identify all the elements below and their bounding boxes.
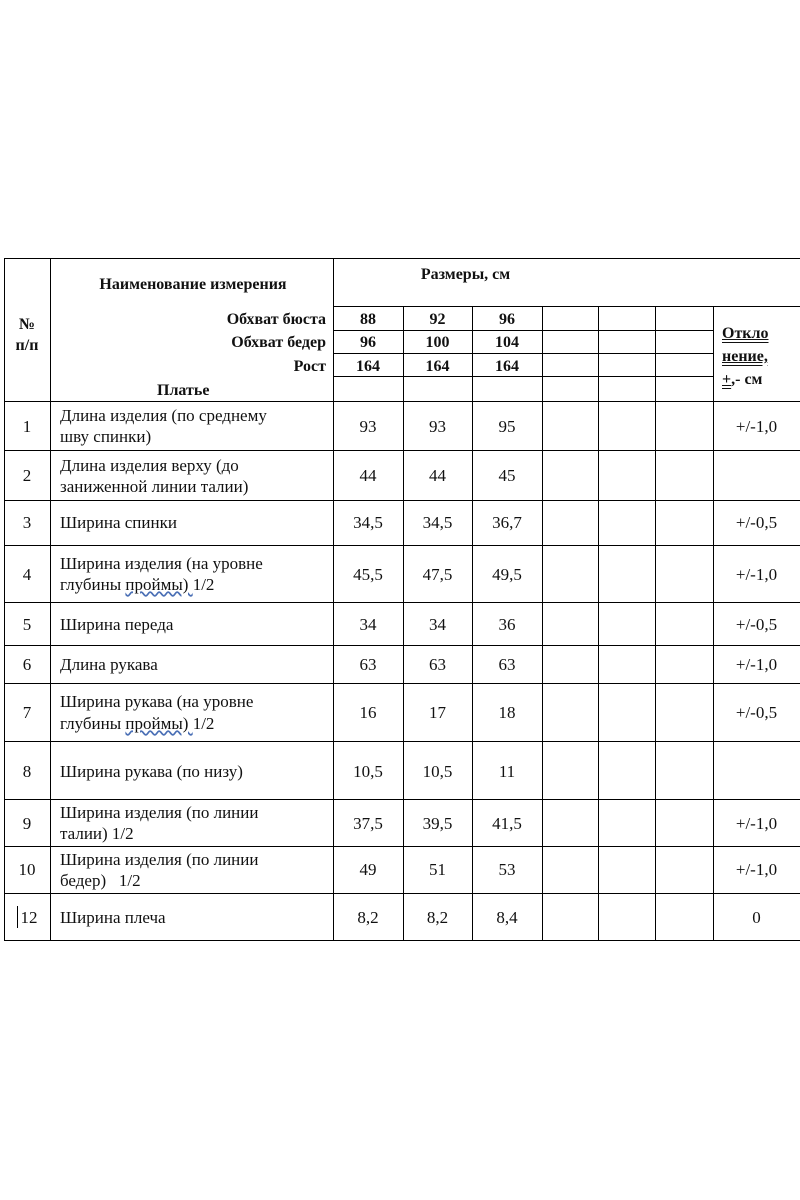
size-value: 11	[498, 762, 516, 781]
bust-row-divider	[333, 330, 713, 331]
deviation-value: +/-1,0	[735, 860, 778, 879]
size-value: 18	[498, 703, 516, 722]
row-divider	[4, 545, 800, 546]
sizes-header: Размеры, см	[420, 266, 511, 283]
row-number: 6	[22, 655, 32, 674]
size-value: 93	[359, 417, 377, 436]
measurement-name: Длина рукава	[60, 655, 158, 674]
table-top-border	[4, 258, 800, 259]
height-label: Рост	[293, 358, 326, 375]
size-value: 41,5	[492, 814, 522, 833]
name-part-underlined: проймы)	[125, 714, 193, 733]
deviation-value: +/-1,0	[735, 565, 778, 584]
hips-row-divider	[333, 353, 713, 354]
deviation-value: +/-0,5	[735, 615, 778, 634]
size-value: 63	[498, 655, 516, 674]
measurement-name: Ширина изделия (по линии бедер) 1/2	[60, 850, 259, 890]
measurement-name: Ширина плеча	[60, 908, 166, 927]
size-value: 36,7	[492, 513, 522, 532]
deviation-value: +/-0,5	[735, 703, 778, 722]
row-number: 3	[22, 513, 32, 532]
row-number: 8	[22, 762, 32, 781]
row-number: 2	[22, 466, 32, 485]
number-column-header: № п/п	[15, 316, 39, 354]
hips-size-3: 104	[495, 334, 519, 351]
size-value: 45,5	[353, 565, 383, 584]
size-value: 34	[429, 615, 446, 634]
hips-size-2: 100	[425, 334, 450, 351]
size-value: 8,2	[357, 908, 379, 927]
bust-size-2: 92	[429, 311, 446, 328]
deviation-value: +/-1,0	[735, 417, 778, 436]
deviation-value: 0	[752, 908, 761, 927]
name-part: 1/2	[192, 714, 215, 733]
deviation-header-line2: нение,	[722, 348, 768, 365]
row-divider	[4, 846, 800, 847]
size-value: 10,5	[353, 762, 383, 781]
row-divider	[4, 602, 800, 603]
size-value: 63	[359, 655, 377, 674]
height-size-3: 164	[495, 358, 519, 375]
size-value: 44	[359, 466, 377, 485]
name-part: глубины	[60, 714, 126, 733]
hips-label: Обхват бедер	[231, 334, 326, 351]
row-divider	[4, 893, 800, 894]
name-part: глубины	[60, 575, 126, 594]
size-value: 53	[498, 860, 516, 879]
height-size-2: 164	[425, 358, 450, 375]
size-value: 34,5	[422, 513, 453, 532]
hips-size-1: 96	[360, 334, 376, 351]
measurement-name-line2	[60, 713, 214, 734]
size-value: 39,5	[422, 814, 453, 833]
row-number: 1	[22, 417, 32, 436]
deviation-value: +/-1,0	[735, 814, 778, 833]
header-bottom-border	[4, 401, 800, 402]
size-value: 37,5	[353, 814, 383, 833]
size-value: 17	[429, 703, 446, 722]
name-part-underlined: проймы)	[125, 575, 193, 594]
deviation-value: +/-0,5	[735, 513, 778, 532]
size-value: 36	[498, 615, 516, 634]
row-number: 4	[22, 565, 32, 584]
size-value: 10,5	[422, 762, 453, 781]
size-value: 8,4	[496, 908, 518, 927]
size-value: 44	[429, 466, 446, 485]
deviation-plus: +	[722, 371, 732, 388]
table-bottom-border	[4, 940, 800, 941]
table-left-border	[4, 258, 5, 940]
col-divider-empty1	[598, 306, 599, 940]
garment-label: Платье	[157, 382, 210, 399]
deviation-header-line1: Откло	[722, 325, 769, 342]
row-divider	[4, 741, 800, 742]
measurement-name: Ширина переда	[60, 615, 174, 634]
measurement-name: Ширина рукава (по низу)	[60, 762, 243, 781]
measurement-name-line1: Ширина изделия (на уровне	[60, 554, 263, 573]
name-part: 1/2	[192, 575, 215, 594]
size-value: 34	[359, 615, 377, 634]
size-value: 45	[498, 466, 516, 485]
row-divider	[4, 450, 800, 451]
row-divider	[4, 799, 800, 800]
row-number: 7	[22, 703, 32, 722]
deviation-header-line3	[722, 369, 762, 390]
height-size-1: 164	[356, 358, 380, 375]
bust-label: Обхват бюста	[226, 311, 326, 328]
col-divider-num	[50, 258, 51, 940]
measurement-name: Ширина спинки	[60, 513, 177, 532]
row-number: 10	[18, 860, 36, 879]
row-number: 9	[22, 814, 32, 833]
size-value: 95	[498, 417, 516, 436]
measurement-name-header: Наименование измерения	[99, 276, 287, 293]
measurement-name: Длина изделия верху (до заниженной линии талии)	[60, 456, 249, 496]
size-value: 47,5	[422, 565, 453, 584]
size-value: 34,5	[353, 513, 383, 532]
size-value: 93	[429, 417, 446, 436]
col-divider-empty2	[655, 306, 656, 940]
deviation-unit: ,- см	[731, 371, 763, 388]
size-value: 8,2	[426, 908, 449, 927]
size-value: 16	[359, 703, 377, 722]
col-divider-size3	[542, 306, 543, 940]
size-value: 49,5	[492, 565, 522, 584]
size-value: 49	[359, 860, 377, 879]
bust-size-1: 88	[360, 311, 376, 328]
measurement-name: Длина изделия (по среднему шву спинки)	[60, 406, 267, 446]
deviation-value: +/-1,0	[735, 655, 778, 674]
size-value: 63	[429, 655, 446, 674]
measurement-name-line1: Ширина рукава (на уровне	[60, 692, 254, 711]
row-number: 12	[20, 908, 38, 927]
measurement-name: Ширина изделия (по линии талии) 1/2	[60, 803, 259, 843]
row-divider	[4, 500, 800, 501]
size-value: 51	[429, 860, 446, 879]
row-number: 5	[22, 615, 32, 634]
row-divider	[4, 683, 800, 684]
bust-size-3: 96	[499, 311, 515, 328]
measurement-name-line2	[60, 574, 214, 595]
row-divider	[4, 645, 800, 646]
